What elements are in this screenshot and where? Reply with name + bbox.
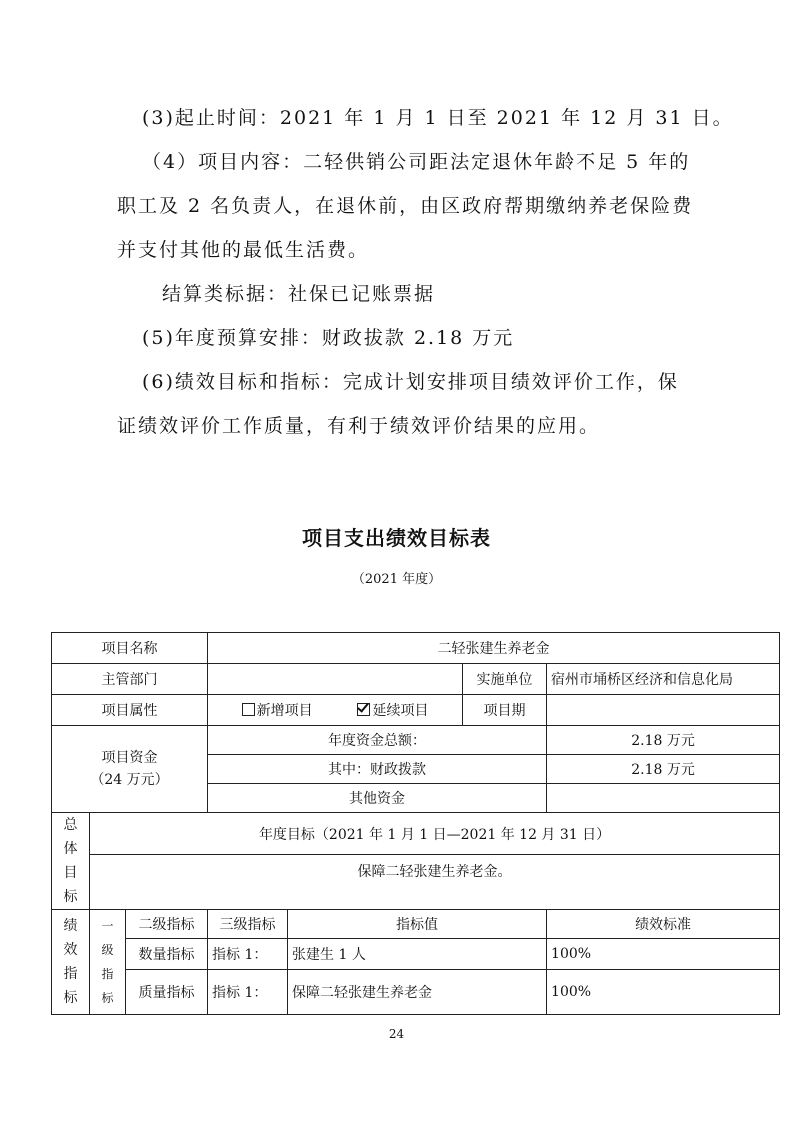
paragraph-budget: (5)年度预算安排：财政拔款 2.18 万元 bbox=[142, 327, 515, 349]
level1-label-char: 指 bbox=[101, 967, 114, 981]
fund-total-value: 2.18 万元 bbox=[547, 726, 780, 755]
table-year: （2021 年度） bbox=[351, 572, 442, 587]
fund-fiscal-value: 2.18 万元 bbox=[547, 755, 780, 784]
paragraph-period: (3)起止时间：2021 年 1 月 1 日至 2021 年 12 月 31 日。 bbox=[142, 107, 734, 129]
level1-label-char: 标 bbox=[101, 991, 114, 1005]
new-project-label: 新增项目 bbox=[256, 703, 313, 719]
paragraph-content-line3: 并支付其他的最低生活费。 bbox=[117, 239, 370, 261]
project-name-value: 二轻张建生养老金 bbox=[208, 633, 780, 664]
fund-sub: （24 万元） bbox=[90, 772, 169, 788]
fund-fiscal-label: 其中：财政拨款 bbox=[208, 755, 547, 784]
indicator-label-char: 标 bbox=[63, 990, 78, 1006]
paragraph-settlement: 结算类标据：社保已记账票据 bbox=[162, 283, 436, 305]
row-standard: 100% bbox=[547, 939, 780, 970]
dept-label: 主管部门 bbox=[52, 664, 208, 695]
table-row bbox=[52, 970, 780, 1015]
row-level2: 数量指标 bbox=[126, 939, 208, 970]
indicator-label bbox=[52, 910, 90, 1015]
row-standard: 100% bbox=[547, 970, 780, 1015]
attr-options bbox=[208, 695, 463, 726]
fund-other-label: 其他资金 bbox=[208, 784, 547, 813]
paragraph-content-line2: 职工及 2 名负责人，在退休前，由区政府帮期缴纳养老保险费 bbox=[117, 195, 694, 217]
dept-value bbox=[208, 664, 463, 695]
impl-label: 实施单位 bbox=[463, 664, 547, 695]
goal-label bbox=[52, 813, 90, 910]
new-project-checkbox[interactable] bbox=[242, 703, 255, 716]
indicator-label-char: 效 bbox=[63, 942, 78, 958]
goal-label-char: 体 bbox=[63, 841, 78, 857]
goal-label-char: 标 bbox=[63, 889, 78, 905]
fund-other-value bbox=[547, 784, 780, 813]
goal-label-char: 目 bbox=[63, 865, 78, 881]
row-level3: 指标 1： bbox=[208, 970, 288, 1015]
fund-label: 项目资金 bbox=[101, 750, 158, 766]
indicator-label-char: 绩 bbox=[63, 918, 78, 934]
row-value: 保障二轻张建生养老金 bbox=[288, 970, 547, 1015]
goal-content: 保障二轻张建生养老金。 bbox=[90, 855, 780, 910]
continue-project-checkbox[interactable] bbox=[357, 703, 370, 716]
goal-year-text: 年度目标（2021 年 1 月 1 日—2021 年 12 月 31 日） bbox=[90, 813, 780, 855]
table-title: 项目支出绩效目标表 bbox=[302, 526, 491, 550]
row-attribute bbox=[52, 695, 780, 726]
row-indicator-header bbox=[52, 910, 780, 939]
col-level3-header: 三级指标 bbox=[208, 910, 288, 939]
project-name-label: 项目名称 bbox=[52, 633, 208, 664]
level1-label-char: 级 bbox=[101, 943, 114, 957]
performance-table bbox=[51, 632, 780, 1015]
fund-label-cell bbox=[52, 726, 208, 813]
table-row bbox=[52, 939, 780, 970]
period-value bbox=[547, 695, 780, 726]
period-label: 项目期 bbox=[463, 695, 547, 726]
level1-label bbox=[90, 910, 126, 1015]
row-department bbox=[52, 664, 780, 695]
row-project-name bbox=[52, 633, 780, 664]
row-value: 张建生 1 人 bbox=[288, 939, 547, 970]
row-fund-total bbox=[52, 726, 780, 755]
impl-value: 宿州市埇桥区经济和信息化局 bbox=[547, 664, 780, 695]
row-level2: 质量指标 bbox=[126, 970, 208, 1015]
paragraph-content-line1: （4）项目内容：二轻供销公司距法定退休年龄不足 5 年的 bbox=[142, 151, 691, 173]
paragraph-goal-line1: (6)绩效目标和指标：完成计划安排项目绩效评价工作，保 bbox=[142, 371, 679, 393]
col-level2-header: 二级指标 bbox=[126, 910, 208, 939]
continue-project-label: 延续项目 bbox=[372, 703, 429, 719]
col-standard-header: 绩效标准 bbox=[547, 910, 780, 939]
attr-label: 项目属性 bbox=[52, 695, 208, 726]
level1-label-char: 一 bbox=[101, 919, 114, 933]
indicator-label-char: 指 bbox=[63, 966, 78, 982]
row-goal-content bbox=[52, 855, 780, 910]
paragraph-goal-line2: 证绩效评价工作质量，有利于绩效评价结果的应用。 bbox=[117, 415, 601, 437]
col-value-header: 指标值 bbox=[288, 910, 547, 939]
fund-total-label: 年度资金总额： bbox=[208, 726, 547, 755]
goal-label-char: 总 bbox=[63, 817, 78, 833]
row-level3: 指标 1： bbox=[208, 939, 288, 970]
page-number: 24 bbox=[388, 1027, 405, 1041]
row-goal-year bbox=[52, 813, 780, 855]
